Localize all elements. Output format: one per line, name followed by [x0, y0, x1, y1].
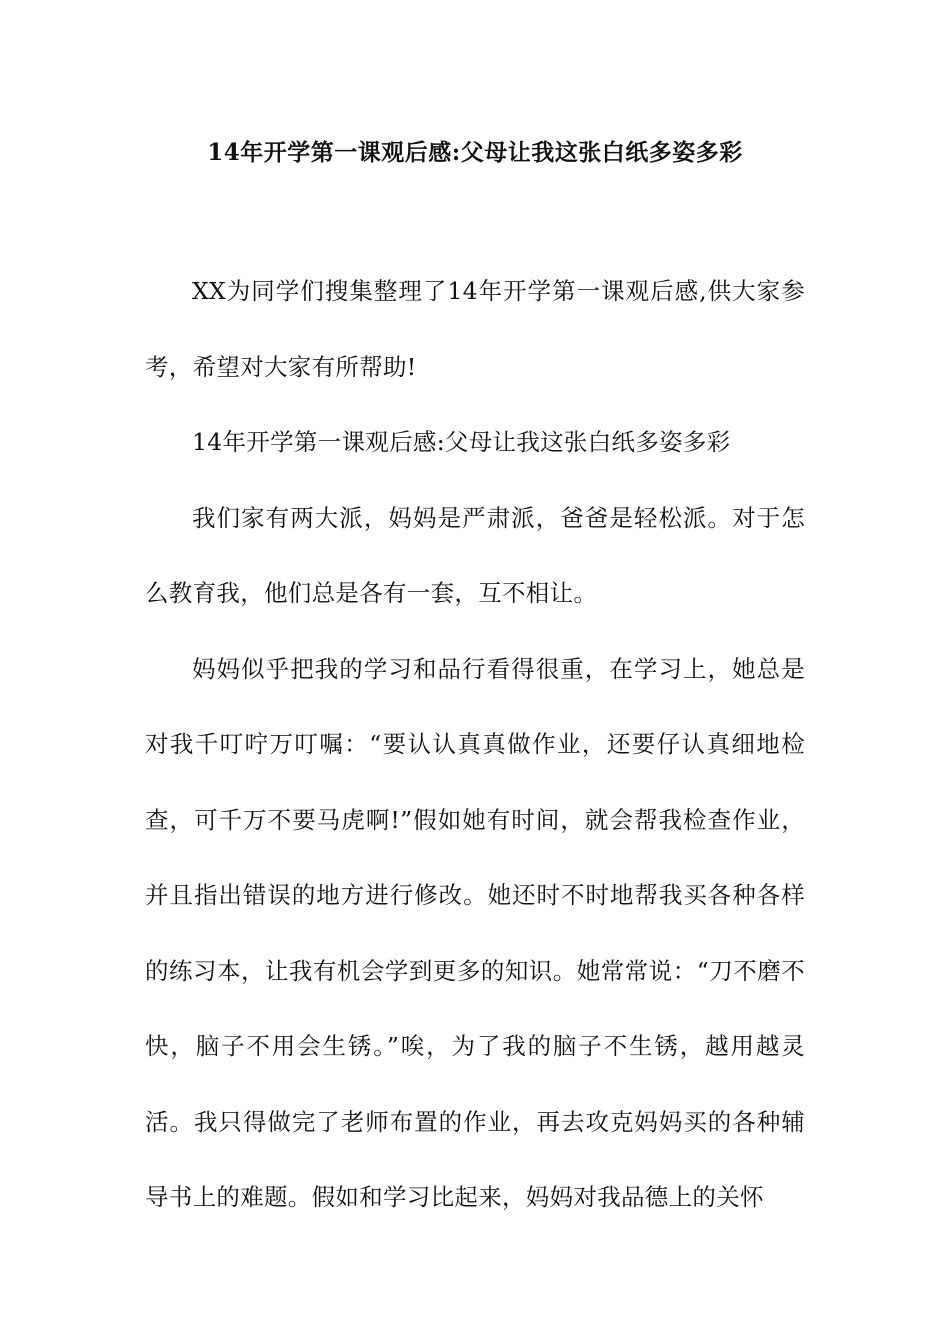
paragraph-family: 我们家有两大派，妈妈是严肃派，爸爸是轻松派。对于怎么教育我，他们总是各有一套，互不相让。: [145, 503, 805, 607]
document-body: [145, 254, 805, 1236]
paragraph-intro: XX为同学们搜集整理了14年开学第一课观后感,供大家参考，希望对大家有所帮助!: [145, 277, 805, 381]
paragraph-mother: 妈妈似乎把我的学习和品行看得很重，在学习上，她总是对我千叮咛万叮嘱：“要认认真真做作业，还要仔认真细地检查，可千万不要马虎啊!”假如她有时间，就会帮我检查作业，并且指出错误的地方进行修改。她还时不时地帮我买各种各样的练习本，让我有机会学到更多的知识。她常常说：“刀不磨不快，脑子不用会生锈。”唉，为了我的脑子不生锈，越用越灵活。我只得做完了老师布置的作业，再去攻克妈妈买的各种辅导书上的难题。假如和学习比起来，妈妈对我品德上的关怀: [145, 654, 805, 1211]
document-title: 14年开学第一课观后感:父母让我这张白纸多姿多彩: [207, 139, 743, 166]
paragraph-subtitle: 14年开学第一课观后感:父母让我这张白纸多姿多彩: [192, 428, 731, 456]
